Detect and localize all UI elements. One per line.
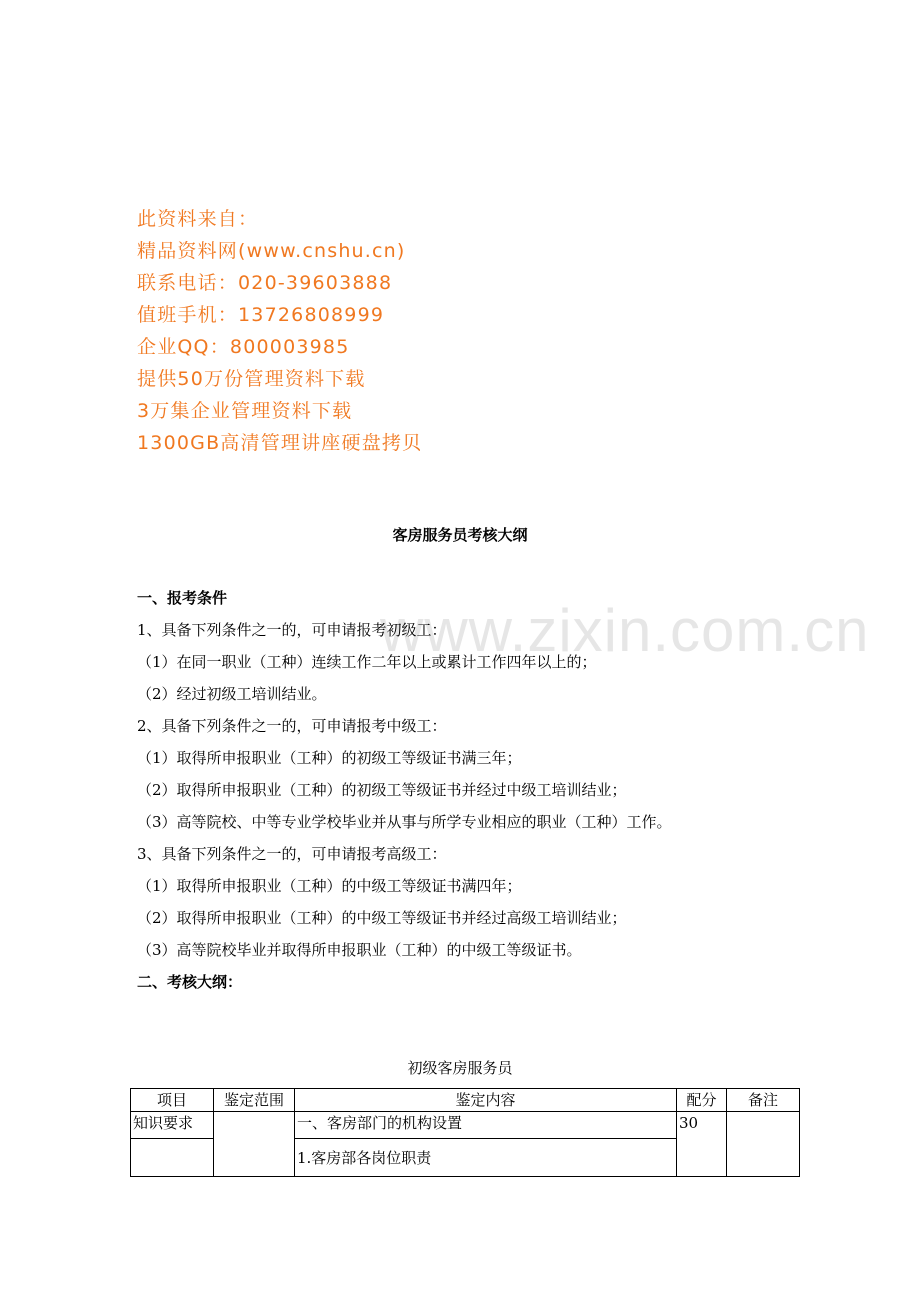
cell-scope bbox=[214, 1112, 295, 1177]
body-line: 3、具备下列条件之一的，可申请报考高级工： bbox=[137, 845, 447, 863]
table-header-row bbox=[131, 1089, 800, 1112]
header-scope: 鉴定范围 bbox=[214, 1089, 295, 1112]
body-line: （1）取得所申报职业（工种）的初级工等级证书满三年； bbox=[137, 749, 522, 767]
body-line: （1）取得所申报职业（工种）的中级工等级证书满四年； bbox=[137, 877, 522, 895]
header-content: 鉴定内容 bbox=[295, 1089, 677, 1112]
body-line: 2、具备下列条件之一的，可申请报考中级工： bbox=[137, 717, 447, 735]
promo-offer-line-2: 3万集企业管理资料下载 bbox=[137, 400, 353, 422]
body-line: （2）取得所申报职业（工种）的中级工等级证书并经过高级工培训结业； bbox=[137, 909, 627, 927]
body-line: （3）高等院校毕业并取得所申报职业（工种）的中级工等级证书。 bbox=[137, 941, 582, 959]
promo-website-line: 精品资料网(www.cnshu.cn) bbox=[137, 240, 406, 262]
promo-qq-line: 企业QQ：800003985 bbox=[137, 336, 350, 358]
promo-mobile-line: 值班手机：13726808999 bbox=[137, 304, 385, 326]
cell-project bbox=[131, 1139, 214, 1177]
table-caption: 初级客房服务员 bbox=[407, 1059, 513, 1077]
promo-block bbox=[137, 203, 422, 459]
promo-phone-line: 联系电话：020-39603888 bbox=[137, 272, 393, 294]
header-project: 项目 bbox=[131, 1089, 214, 1112]
header-score: 配分 bbox=[677, 1089, 727, 1112]
assessment-table bbox=[130, 1088, 800, 1177]
cell-project: 知识要求 bbox=[131, 1112, 214, 1139]
body-line: （2）取得所申报职业（工种）的初级工等级证书并经过中级工培训结业； bbox=[137, 781, 627, 799]
section-heading-outline: 二、考核大纲： bbox=[137, 973, 243, 991]
body-line: （2）经过初级工培训结业。 bbox=[137, 685, 327, 703]
body-line: （3）高等院校、中等专业学校毕业并从事与所学专业相应的职业（工种）工作。 bbox=[137, 813, 672, 831]
promo-offer-line-1: 提供50万份管理资料下载 bbox=[137, 368, 366, 390]
promo-offer-line-3: 1300GB高清管理讲座硬盘拷贝 bbox=[137, 432, 423, 454]
section-heading-requirements: 一、报考条件 bbox=[137, 589, 228, 607]
cell-note bbox=[727, 1112, 800, 1177]
cell-content: 1.客房部各岗位职责 bbox=[295, 1139, 677, 1177]
document-title: 客房服务员考核大纲 bbox=[392, 526, 528, 544]
body-line: 1、具备下列条件之一的，可申请报考初级工： bbox=[137, 621, 447, 639]
header-note: 备注 bbox=[727, 1089, 800, 1112]
watermark: www.zixin.com.cn bbox=[380, 597, 870, 664]
body-line: （1）在同一职业（工种）连续工作二年以上或累计工作四年以上的； bbox=[137, 653, 597, 671]
cell-score: 30 bbox=[677, 1112, 727, 1177]
cell-content: 一、客房部门的机构设置 bbox=[295, 1112, 677, 1139]
document-body bbox=[137, 586, 817, 1002]
promo-source-line: 此资料来自： bbox=[137, 208, 259, 230]
table-row bbox=[131, 1112, 800, 1139]
